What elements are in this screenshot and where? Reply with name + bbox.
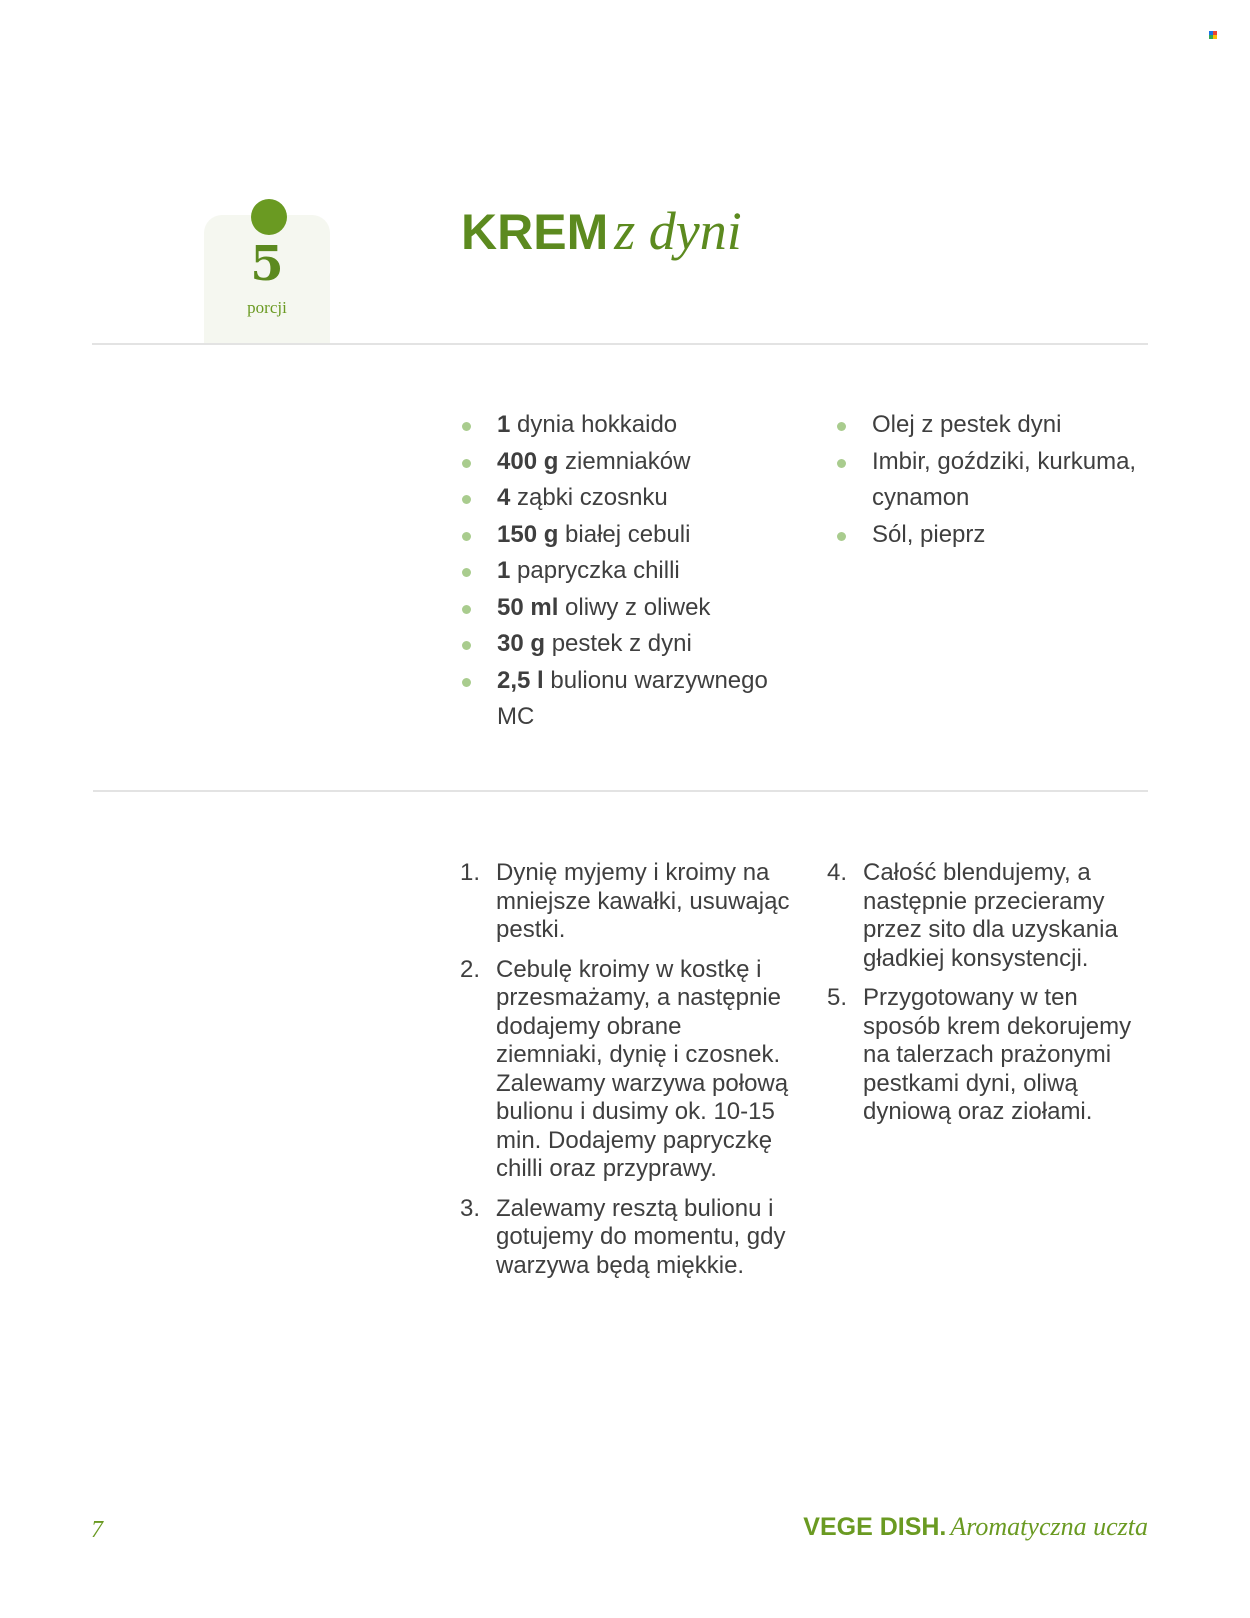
ingredient-amount: 400 g bbox=[497, 447, 559, 475]
ingredient-item bbox=[837, 444, 1157, 517]
step-item bbox=[827, 859, 1157, 973]
step-text: Dynię myjemy i kroimy na mniejsze kawałki, usuwając pestki. bbox=[496, 859, 790, 943]
ingredients-list-left bbox=[462, 407, 782, 736]
ingredient-item bbox=[837, 517, 1157, 554]
ingredient-text: Imbir, goździki, kurkuma, cynamon bbox=[872, 447, 1143, 511]
ingredient-amount: 150 g bbox=[497, 520, 559, 548]
step-text: Zalewamy resztą bulionu i gotujemy do momentu, gdy warzywa będą miękkie. bbox=[496, 1194, 786, 1279]
ingredient-item bbox=[462, 663, 782, 736]
step-number: 4. bbox=[827, 859, 848, 886]
step-number: 2. bbox=[460, 955, 481, 983]
ingredient-text: Sól, pieprz bbox=[872, 520, 986, 548]
footer-brand bbox=[803, 1512, 1148, 1542]
ingredient-item bbox=[462, 407, 782, 444]
ingredient-item bbox=[462, 517, 782, 554]
step-item bbox=[460, 859, 790, 945]
step-number: 1. bbox=[460, 859, 481, 886]
servings-label: porcji bbox=[247, 298, 287, 317]
ingredient-text: ząbki czosnku bbox=[510, 484, 668, 511]
footer-brand-italic: Aromatyczna uczta bbox=[950, 1512, 1148, 1541]
ingredient-amount: 2,5 l bbox=[497, 666, 544, 694]
ingredient-text: ziemniaków bbox=[558, 447, 691, 475]
footer-brand-bold: VEGE DISH. bbox=[803, 1513, 947, 1541]
step-item bbox=[827, 984, 1157, 1127]
recipe-title-bold: KREM bbox=[461, 204, 609, 260]
step-item bbox=[460, 956, 790, 1184]
step-number: 3. bbox=[460, 1194, 481, 1222]
ingredient-amount: 30 g bbox=[497, 630, 546, 657]
step-item bbox=[460, 1195, 790, 1281]
ingredient-text: Olej z pestek dyni bbox=[872, 411, 1062, 438]
divider-top bbox=[92, 343, 1148, 345]
ingredient-text: pestek z dyni bbox=[545, 630, 692, 657]
ingredient-item bbox=[462, 590, 782, 627]
recipe-title bbox=[461, 201, 742, 261]
step-text: Przygotowany w ten sposób krem dekorujemy na talerzach prażonymi pestkami dyni, oliwą dyniową oraz ziołami. bbox=[863, 984, 1132, 1125]
step-text: Cebulę kroimy w kostkę i przesmażamy, a następnie dodajemy obrane ziemniaki, dynię i czosnek. Zalewamy warzywa połową bulionu i dusimy ok. 10-15 min. Dodajemy papryczkę chilli oraz przyprawy. bbox=[496, 955, 789, 1182]
ingredient-amount: 50 ml bbox=[497, 593, 559, 621]
ingredient-amount: 1 bbox=[497, 557, 511, 584]
ingredient-text: białej cebuli bbox=[558, 520, 691, 548]
page-number: 7 bbox=[91, 1517, 103, 1543]
ingredient-item bbox=[462, 626, 782, 663]
ingredient-text: bulionu warzywnego MC bbox=[497, 666, 775, 730]
steps-list-left bbox=[460, 859, 790, 1291]
recipe-title-italic: z dyni bbox=[614, 201, 742, 261]
ingredients-list-right bbox=[837, 407, 1157, 553]
steps-list-right bbox=[827, 859, 1157, 1138]
step-number: 5. bbox=[827, 984, 848, 1011]
divider-middle bbox=[93, 790, 1148, 792]
ingredient-item bbox=[462, 553, 782, 590]
servings-dot-icon bbox=[251, 199, 287, 235]
ingredient-item bbox=[462, 444, 782, 481]
ingredient-item bbox=[462, 480, 782, 517]
servings-count: 5 bbox=[250, 236, 284, 292]
ingredient-amount: 4 bbox=[497, 484, 511, 511]
ingredient-text: oliwy z oliwek bbox=[558, 593, 711, 621]
ingredient-item bbox=[837, 407, 1157, 444]
step-text: Całość blendujemy, a następnie przecieramy przez sito dla uzyskania gładkiej konsystencji. bbox=[863, 859, 1118, 972]
corner-logo-mark bbox=[1209, 31, 1217, 39]
ingredient-text: papryczka chilli bbox=[510, 557, 680, 584]
ingredient-amount: 1 bbox=[497, 411, 511, 438]
ingredient-text: dynia hokkaido bbox=[510, 411, 678, 438]
